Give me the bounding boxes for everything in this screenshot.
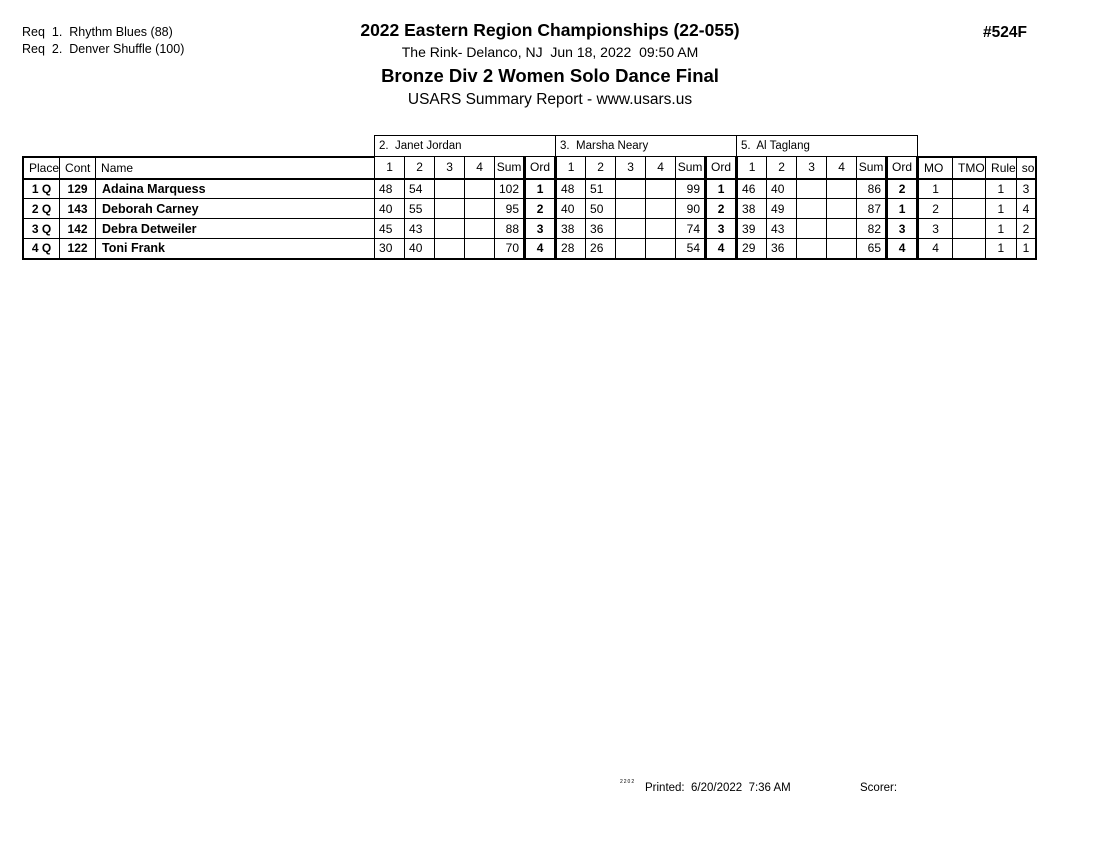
tmo-cell <box>953 179 986 199</box>
sum-cell-judge2: 90 <box>676 199 706 219</box>
col-header-judge3-sum: Sum <box>857 157 887 179</box>
score-cell-judge1-3 <box>435 239 465 259</box>
score-cell-judge3-1: 29 <box>737 239 767 259</box>
required-dance-2: Req 2. Denver Shuffle (100) <box>22 42 185 56</box>
result-row-3 <box>23 219 1036 239</box>
sum-cell-judge1: 95 <box>495 199 525 219</box>
score-cell-judge1-1: 30 <box>375 239 405 259</box>
score-cell-judge1-2: 43 <box>405 219 435 239</box>
score-cell-judge3-3 <box>797 239 827 259</box>
score-cell-judge2-3 <box>616 239 646 259</box>
skater-name-cell: Toni Frank <box>96 239 375 259</box>
col-header-judge3-2: 2 <box>767 157 797 179</box>
score-cell-judge3-2: 40 <box>767 179 797 199</box>
skater-name-cell: Adaina Marquess <box>96 179 375 199</box>
venue-date-line: The Rink- Delanco, NJ Jun 18, 2022 09:50 AM <box>401 44 699 60</box>
score-cell-judge2-2: 36 <box>586 219 616 239</box>
majority-ordinal-cell: 1 <box>918 179 953 199</box>
results-table-wrap <box>22 135 1037 260</box>
result-row-2 <box>23 199 1036 219</box>
version-mark: 2202 <box>620 779 636 785</box>
ordinal-cell-judge2: 1 <box>706 179 737 199</box>
col-header-so: so <box>1016 157 1036 179</box>
contestant-number-cell: 143 <box>60 199 96 219</box>
judge-name-cell-3: 5. Al Taglang <box>737 136 918 157</box>
rule-cell: 1 <box>986 239 1017 259</box>
col-header-cont: Cont <box>60 157 96 179</box>
score-cell-judge1-1: 48 <box>375 179 405 199</box>
judge-name-cell-2: 3. Marsha Neary <box>556 136 737 157</box>
col-header-judge3-ord: Ord <box>887 157 918 179</box>
score-cell-judge2-2: 50 <box>586 199 616 219</box>
place-cell: 1 Q <box>23 179 60 199</box>
rule-cell: 1 <box>986 179 1017 199</box>
event-name: Bronze Div 2 Women Solo Dance Final <box>381 65 719 86</box>
score-cell-judge3-3 <box>797 219 827 239</box>
ordinal-cell-judge3: 2 <box>887 179 918 199</box>
so-cell: 3 <box>1016 179 1036 199</box>
score-cell-judge3-1: 38 <box>737 199 767 219</box>
score-cell-judge1-3 <box>435 219 465 239</box>
ordinal-cell-judge2: 4 <box>706 239 737 259</box>
score-cell-judge1-3 <box>435 199 465 219</box>
score-cell-judge3-1: 39 <box>737 219 767 239</box>
score-cell-judge2-2: 51 <box>586 179 616 199</box>
results-table <box>22 135 1037 260</box>
rule-cell: 1 <box>986 199 1017 219</box>
required-dance-1: Req 1. Rhythm Blues (88) <box>22 25 173 39</box>
judge-row-spacer-left <box>23 136 375 157</box>
col-header-judge3-3: 3 <box>797 157 827 179</box>
col-header-rule: Rule <box>986 157 1017 179</box>
result-row-4 <box>23 239 1036 259</box>
col-header-name: Name <box>96 157 375 179</box>
printed-timestamp: Printed: 6/20/2022 7:36 AM <box>645 782 791 794</box>
ordinal-cell-judge1: 1 <box>525 179 556 199</box>
skater-name-cell: Deborah Carney <box>96 199 375 219</box>
sum-cell-judge3: 86 <box>857 179 887 199</box>
score-cell-judge2-1: 38 <box>556 219 586 239</box>
col-header-judge2-2: 2 <box>586 157 616 179</box>
score-cell-judge3-3 <box>797 179 827 199</box>
contestant-number-cell: 122 <box>60 239 96 259</box>
score-cell-judge2-1: 48 <box>556 179 586 199</box>
tmo-cell <box>953 199 986 219</box>
col-header-judge2-sum: Sum <box>676 157 706 179</box>
score-cell-judge3-2: 43 <box>767 219 797 239</box>
contestant-number-cell: 129 <box>60 179 96 199</box>
col-header-judge2-4: 4 <box>646 157 676 179</box>
sum-cell-judge2: 74 <box>676 219 706 239</box>
score-cell-judge2-4 <box>646 239 676 259</box>
score-cell-judge1-4 <box>465 199 495 219</box>
tmo-cell <box>953 219 986 239</box>
score-cell-judge3-4 <box>827 219 857 239</box>
result-row-1 <box>23 179 1036 199</box>
so-cell: 1 <box>1016 239 1036 259</box>
score-cell-judge2-1: 28 <box>556 239 586 259</box>
col-header-judge2-3: 3 <box>616 157 646 179</box>
place-cell: 2 Q <box>23 199 60 219</box>
score-cell-judge2-4 <box>646 199 676 219</box>
col-header-place: Place <box>23 157 60 179</box>
sum-cell-judge1: 88 <box>495 219 525 239</box>
score-cell-judge1-2: 55 <box>405 199 435 219</box>
judge-header-row <box>23 136 1036 157</box>
score-cell-judge2-3 <box>616 199 646 219</box>
score-cell-judge3-4 <box>827 199 857 219</box>
sum-cell-judge3: 82 <box>857 219 887 239</box>
report-type-line: USARS Summary Report - www.usars.us <box>407 91 693 108</box>
score-cell-judge3-1: 46 <box>737 179 767 199</box>
ordinal-cell-judge1: 4 <box>525 239 556 259</box>
score-cell-judge2-3 <box>616 179 646 199</box>
so-cell: 4 <box>1016 199 1036 219</box>
column-header-row <box>23 157 1036 179</box>
col-header-mo: MO <box>918 157 953 179</box>
majority-ordinal-cell: 2 <box>918 199 953 219</box>
score-cell-judge3-3 <box>797 199 827 219</box>
title-block <box>0 20 1100 110</box>
score-cell-judge1-4 <box>465 239 495 259</box>
judge-row-spacer-right <box>918 136 1037 157</box>
score-cell-judge3-4 <box>827 239 857 259</box>
so-cell: 2 <box>1016 219 1036 239</box>
ordinal-cell-judge2: 2 <box>706 199 737 219</box>
ordinal-cell-judge3: 3 <box>887 219 918 239</box>
sum-cell-judge2: 54 <box>676 239 706 259</box>
ordinal-cell-judge1: 3 <box>525 219 556 239</box>
ordinal-cell-judge3: 1 <box>887 199 918 219</box>
score-cell-judge2-4 <box>646 219 676 239</box>
judge-name-cell-1: 2. Janet Jordan <box>375 136 556 157</box>
sum-cell-judge3: 65 <box>857 239 887 259</box>
col-header-judge3-4: 4 <box>827 157 857 179</box>
score-cell-judge2-4 <box>646 179 676 199</box>
majority-ordinal-cell: 4 <box>918 239 953 259</box>
sum-cell-judge1: 102 <box>495 179 525 199</box>
col-header-judge1-3: 3 <box>435 157 465 179</box>
ordinal-cell-judge2: 3 <box>706 219 737 239</box>
score-cell-judge1-4 <box>465 219 495 239</box>
col-header-judge3-1: 1 <box>737 157 767 179</box>
rule-cell: 1 <box>986 219 1017 239</box>
place-cell: 4 Q <box>23 239 60 259</box>
col-header-tmo: TMO <box>953 157 986 179</box>
sum-cell-judge3: 87 <box>857 199 887 219</box>
sum-cell-judge1: 70 <box>495 239 525 259</box>
championship-title: 2022 Eastern Region Championships (22-055) <box>360 20 740 40</box>
score-cell-judge3-2: 36 <box>767 239 797 259</box>
col-header-judge2-1: 1 <box>556 157 586 179</box>
score-cell-judge1-3 <box>435 179 465 199</box>
col-header-judge2-ord: Ord <box>706 157 737 179</box>
col-header-judge1-sum: Sum <box>495 157 525 179</box>
ordinal-cell-judge1: 2 <box>525 199 556 219</box>
event-number: #524F <box>983 24 1027 41</box>
skater-name-cell: Debra Detweiler <box>96 219 375 239</box>
score-cell-judge1-2: 54 <box>405 179 435 199</box>
sum-cell-judge2: 99 <box>676 179 706 199</box>
col-header-judge1-ord: Ord <box>525 157 556 179</box>
score-cell-judge1-4 <box>465 179 495 199</box>
score-cell-judge1-1: 45 <box>375 219 405 239</box>
scorer-label: Scorer: <box>860 782 898 794</box>
score-cell-judge2-3 <box>616 219 646 239</box>
col-header-judge1-2: 2 <box>405 157 435 179</box>
score-cell-judge3-2: 49 <box>767 199 797 219</box>
contestant-number-cell: 142 <box>60 219 96 239</box>
col-header-judge1-4: 4 <box>465 157 495 179</box>
score-cell-judge3-4 <box>827 179 857 199</box>
score-cell-judge2-2: 26 <box>586 239 616 259</box>
tmo-cell <box>953 239 986 259</box>
score-cell-judge1-2: 40 <box>405 239 435 259</box>
ordinal-cell-judge3: 4 <box>887 239 918 259</box>
majority-ordinal-cell: 3 <box>918 219 953 239</box>
place-cell: 3 Q <box>23 219 60 239</box>
score-cell-judge1-1: 40 <box>375 199 405 219</box>
col-header-judge1-1: 1 <box>375 157 405 179</box>
score-cell-judge2-1: 40 <box>556 199 586 219</box>
